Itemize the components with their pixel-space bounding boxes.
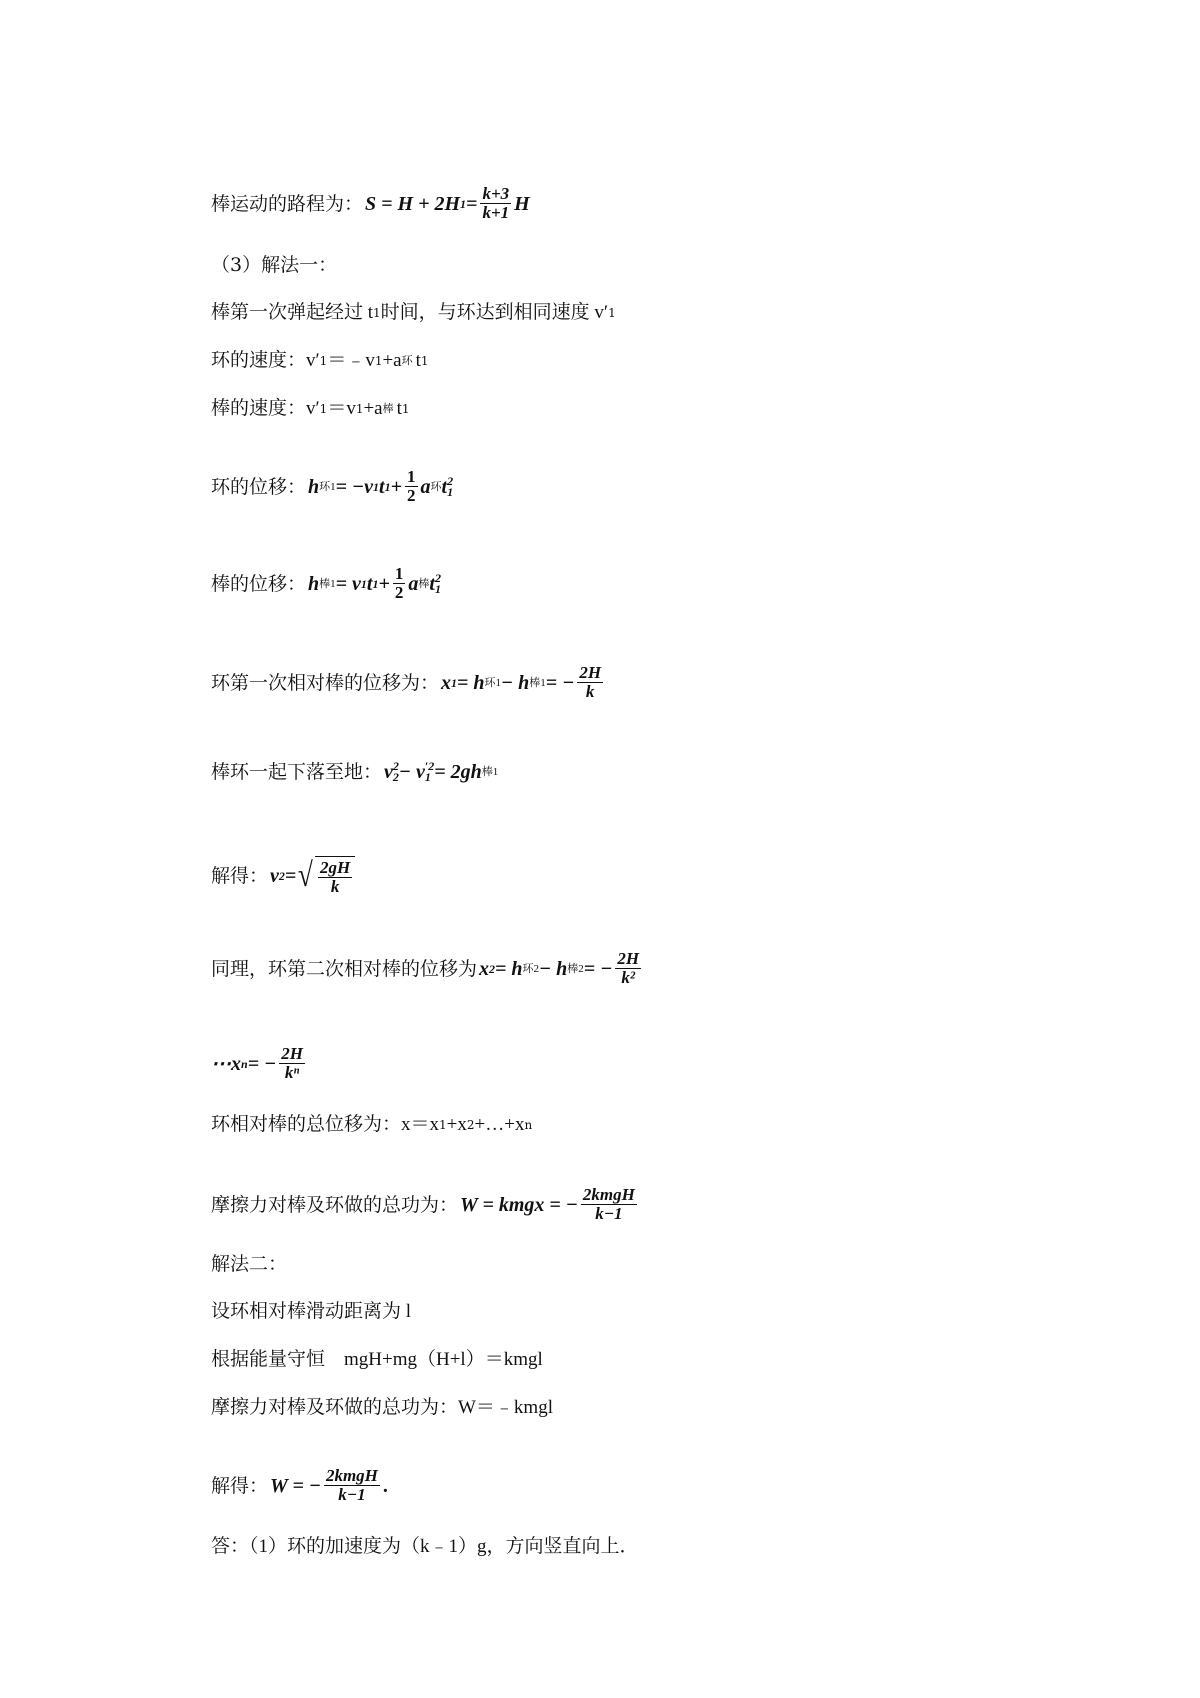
solve-w-line: 解得： W = − $\frac{\text{2kmgH}}{k-1}$ . xyxy=(211,1466,388,1504)
friction-work-line: 摩擦力对棒及环做的总功为： W = kmgx = − $\frac{\text{2kmgH}}{k-1}$ xyxy=(211,1186,640,1223)
ring-velocity-line: 环的速度：v′ 1 ＝﹣v 1 +a 环 t 1 xyxy=(211,350,429,371)
fraction: $\frac{\text{2kmgH}}{k-1}$ xyxy=(325,1466,378,1504)
fraction: $\frac{1}{2}$ xyxy=(394,564,404,602)
path-length-equation: S = H + 2H 1 = $\frac{k+3}{k+1}$ H xyxy=(365,184,530,222)
method-two-heading: 解法二： xyxy=(211,1253,288,1275)
second-relative-equation: x 2 = h 环2 − h 棒2 = − $\frac{2H}{\text{k²}}$ xyxy=(479,949,640,987)
ring-displacement-equation: h 环1 = −v 1 t 1 + $\frac{1}{2}$ a 环 t 2 1 xyxy=(308,467,454,505)
fall-together-equation: v 2 2 − v ′2 1 = 2gh 棒1 xyxy=(384,759,499,784)
ring-displacement-line: 环的位移： h 环1 = −v 1 t 1 + $\frac{1}{2}$ a 环 t 2 1 xyxy=(211,467,454,505)
fraction: $\frac{2H}{k}$ xyxy=(579,663,602,701)
second-relative-line: 同理，环第二次相对棒的位移为 x 2 = h 环2 − h 棒2 = − $\frac{2H}{\text{k²}}$ xyxy=(211,950,644,987)
fall-together-line: 棒环一起下落至地： v 2 2 − v ′2 1 = 2gh 棒1 xyxy=(211,759,499,784)
fraction: $\frac{2gH}{k}$ xyxy=(319,858,351,896)
sliding-distance-line: 设环相对棒滑动距离为 l xyxy=(211,1301,412,1322)
friction-work-equation: W = kmgx = − $\frac{\text{2kmgH}}{k-1}$ xyxy=(460,1185,635,1223)
relative-displacement-equation: x 1 = h 环1 − h 棒1 = − $\frac{2H}{k}$ xyxy=(441,663,602,701)
path-length-label: 棒运动的路程为： xyxy=(211,192,364,215)
friction-work-line-2: 摩擦力对棒及环做的总功为：W＝﹣kmgl xyxy=(211,1397,553,1418)
w-equation: W = − $\frac{\text{2kmgH}}{k-1}$ . xyxy=(270,1466,388,1504)
path-length-line xyxy=(211,185,530,222)
solve-v2-line: 解得： v 2 = √ $\frac{2gH}{k}$ xyxy=(211,856,355,896)
nth-relative-equation: ⋯x n = − $\frac{2H}{\text{kⁿ}}$ xyxy=(211,1044,303,1082)
square-root: √ $\frac{2gH}{k}$ xyxy=(296,856,355,896)
fraction: $\frac{2H}{\text{kⁿ}}$ xyxy=(281,1044,303,1082)
rod-displacement-line: 棒的位移： h 棒1 = v 1 t 1 + $\frac{1}{2}$ a 棒 t 2 1 xyxy=(211,564,441,602)
relative-displacement-line: 环第一次相对棒的位移为： x 1 = h 环1 − h 棒1 = − $\frac{2H}{k}$ xyxy=(211,664,606,701)
rod-velocity-line: 棒的速度：v′ 1 ＝v 1 +a 棒 t 1 xyxy=(211,398,410,419)
fraction: $\frac{\text{2kmgH}}{k-1}$ xyxy=(582,1185,635,1223)
v2-equation: v 2 = √ $\frac{2gH}{k}$ xyxy=(270,856,355,896)
method-one-heading: （3）解法一： xyxy=(211,254,338,276)
nth-relative-line xyxy=(211,1045,308,1082)
fraction: $\frac{k+3}{k+1}$ xyxy=(482,184,510,222)
fraction: $\frac{1}{2}$ xyxy=(407,467,416,505)
first-bounce-line: 棒第一次弹起经过 t 1 时间，与环达到相同速度 v′ 1 xyxy=(211,302,616,323)
rod-displacement-equation: h 棒1 = v 1 t 1 + $\frac{1}{2}$ a 棒 t 2 1 xyxy=(308,564,441,602)
fraction: $\frac{2H}{\text{k²}}$ xyxy=(617,949,640,987)
energy-conservation-line: 根据能量守恒 mgH+mg（H+l）＝kmgl xyxy=(211,1349,543,1370)
total-relative-line: 环相对棒的总位移为：x＝x 1 +x 2 +…+x n xyxy=(211,1114,533,1135)
answer-line: 答：（1）环的加速度为（k﹣1）g，方向竖直向上． xyxy=(211,1536,639,1557)
